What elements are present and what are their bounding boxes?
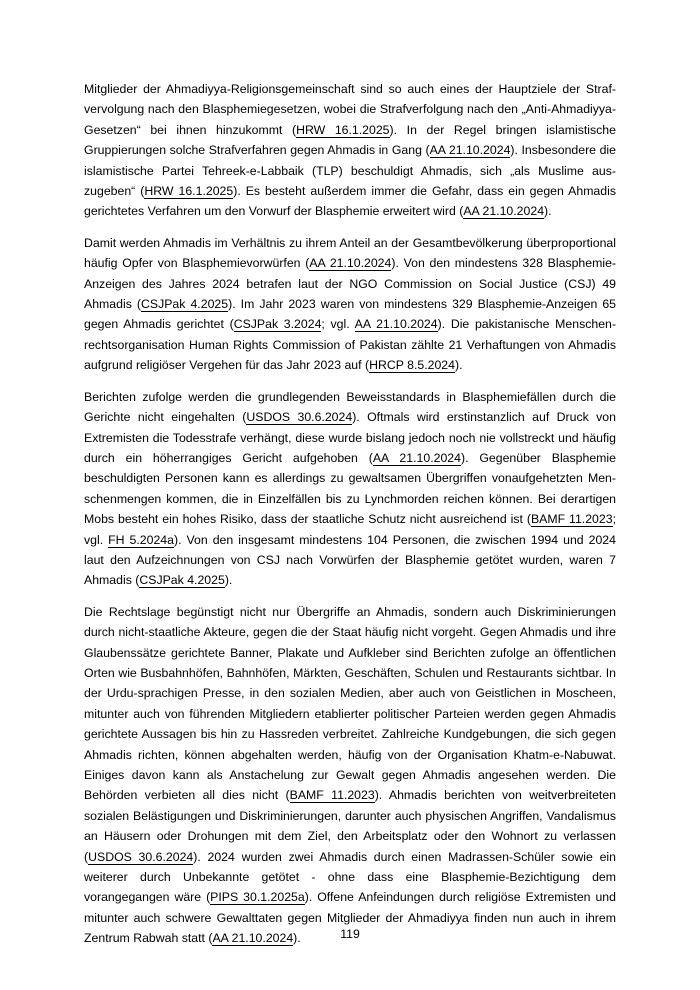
citation-link[interactable]: CSJPak 3.2024	[233, 317, 322, 332]
citation-link[interactable]: HRW 16.1.2025	[296, 122, 390, 137]
citation-link[interactable]: AA 21.10.2024	[429, 143, 511, 158]
citation-link[interactable]: CSJPak 4.2025	[139, 573, 225, 588]
paragraph	[84, 387, 616, 591]
document-body	[84, 79, 616, 949]
page-number: 119	[340, 927, 360, 941]
citation-link[interactable]: AA 21.10.2024	[463, 204, 545, 219]
text-run: Damit werden Ahmadis im Verhältnis zu ihrem Anteil an der Gesamtbevölkerung überproportional häufig Opfer von Blasphemievorwürfen (	[84, 235, 616, 271]
text-run: ).	[544, 204, 552, 219]
citation-link[interactable]: CSJPak 4.2025	[141, 297, 229, 312]
paragraph	[84, 79, 616, 222]
text-run: Berichten zufolge werden die grundlegenden Beweisstandards in Blasphemiefällen durch die Gerichte nicht eingehalten (	[84, 389, 616, 425]
text-run: ). Von den mindestens 328 Blasphemie-Anzeigen des Jahres 2024 betrafen laut der NGO Commission on Social Justice (CSJ) 49 Ahmadis (	[84, 256, 617, 312]
citation-link[interactable]: USDOS 30.6.2024	[246, 410, 353, 425]
text-run: ).	[293, 931, 301, 946]
text-run: ). Offene Anfeindungen durch religiöse Extremisten und mitunter auch schwere Gewalttaten gegen Mitglieder der Ahmadiyya finden nun auch in ihrem Zentrum Rabwah statt (	[84, 890, 616, 946]
citation-link[interactable]: PIPS 30.1.2025a	[210, 890, 305, 905]
citation-link[interactable]: AA 21.10.2024	[309, 256, 392, 271]
text-run: ). In der Regel bringen islamistische Gruppierungen solche Strafverfahren gegen Ahmadis in Gang (	[84, 122, 616, 158]
text-run: ). Gegenüber Blasphemie beschuldigten Personen kann es allerdings zu gewaltsamen Übergriffen vonaufgehetzten Menschenmengen kommen, die in Einzelfällen bis zu Lynchmorden reichen können. Bei derartigen Mobs besteht ein hohes Risiko, dass der staatliche Schutz nicht ausreichend ist (	[84, 450, 616, 527]
text-run: ).	[224, 573, 233, 588]
text-run: ; vgl.	[84, 512, 616, 547]
citation-link[interactable]: BAMF 11.2023	[530, 512, 613, 527]
citation-link[interactable]: FH 5.2024a	[108, 532, 174, 547]
paragraph	[84, 233, 616, 376]
paragraph	[84, 602, 616, 949]
text-run: ; vgl.	[321, 317, 355, 332]
text-run: ). Ahmadis berichten von weitverbreiteten sozialen Belästigungen und Diskriminierungen, darunter auch physischen Angriffen, Vandalismus an Häusern oder Drohungen mit dem Ziel, den Arbeitsplatz oder den Wohnort zu verlassen (	[84, 788, 616, 864]
citation-link[interactable]: AA 21.10.2024	[354, 317, 438, 332]
citation-link[interactable]: HRW 16.1.2025	[144, 184, 234, 199]
text-run: ). Von den insgesamt mindestens 104 Personen, die zwischen 1994 und 2024 laut den Aufzeichnungen von CSJ nach Vorwürfen der Blasphemie getötet wurden, waren 7 Ahmadis (	[84, 532, 616, 588]
text-run: ). Es besteht außerdem immer die Gefahr, dass ein gegen Ahmadis gerichtetes Verfahren um den Vorwurf der Blasphemie erweitert wird (	[84, 184, 616, 219]
citation-link[interactable]: AA 21.10.2024	[212, 931, 294, 946]
text-run: ). Insbesondere die islamistische Partei Tehreek-e-Labbaik (TLP) beschuldigt Ahmadis, sich „als Muslime auszugeben“ (	[84, 143, 616, 199]
citation-link[interactable]: USDOS 30.6.2024	[88, 849, 194, 864]
text-run: ).	[454, 358, 463, 373]
text-run: ). Die pakistanische Menschenrechtsorganisation Human Rights Commission of Pakistan zählte 21 Verhaftungen von Ahmadis aufgrund religiöser Vergehen für das Jahr 2023 auf (	[84, 317, 616, 373]
citation-link[interactable]: HRCP 8.5.2024	[369, 358, 455, 373]
text-run: ). 2024 wurden zwei Ahmadis durch einen Madrassen-Schüler sowie ein weiterer durch Unbekannte getötet - ohne dass eine Blasphemie-Bezichtigung dem vorangegangen wäre (	[84, 849, 616, 905]
citation-link[interactable]: AA 21.10.2024	[372, 450, 461, 465]
citation-link[interactable]: BAMF 11.2023	[289, 788, 375, 803]
text-run: ). Im Jahr 2023 waren von mindestens 329 Blasphemie-Anzeigen 65 gegen Ahmadis gerichtet (	[84, 297, 617, 332]
text-run: Mitglieder der Ahmadiyya-Religionsgemeinschaft sind so auch eines der Hauptziele der Strafvervolgung nach den Blasphemiegesetzen, wobei die Strafverfolgung nach den „Anti-Ahmadiyya-Gesetzen“ bei ihnen hinzukommt (	[84, 82, 616, 137]
text-run: ). Oftmals wird erstinstanzlich auf Druck von Extremisten die Todesstrafe verhängt, diese wurde bislang jedoch noch nie vollstreckt und häufig durch ein höherrangiges Gericht aufgehoben (	[84, 410, 616, 465]
text-run: Die Rechtslage begünstigt nicht nur Übergriffe an Ahmadis, sondern auch Diskriminierungen durch nicht-staatliche Akteure, gegen die der Staat häufig nicht vorgeht. Gegen Ahmadis und ihre Glaubenssätze gerichtete Banner, Plakate und Aufkleber sind Berichten zufolge an öffentlichen Orten wie Busbahnhöfen, Bahnhöfen, Märkten, Geschäften, Schulen und Restaurants sichtbar. In der Urdu-sprachigen Presse, in den sozialen Medien, aber auch von Geistlichen in Moscheen, mitunter auch von führenden Mitgliedern etablierter politischer Parteien werden gegen Ahmadis gerichtete Aussagen bis hin zu Hassreden verbreitet. Zahlreiche Kundgebungen, die sich gegen Ahmadis richten, können abgehalten werden, häufig von der Organisation Khatm-e-Nabuwat. Einiges davon kann als Anstachelung zur Gewalt gegen Ahmadis angesehen werden. Die Behörden verbieten all dies nicht (	[84, 604, 616, 803]
